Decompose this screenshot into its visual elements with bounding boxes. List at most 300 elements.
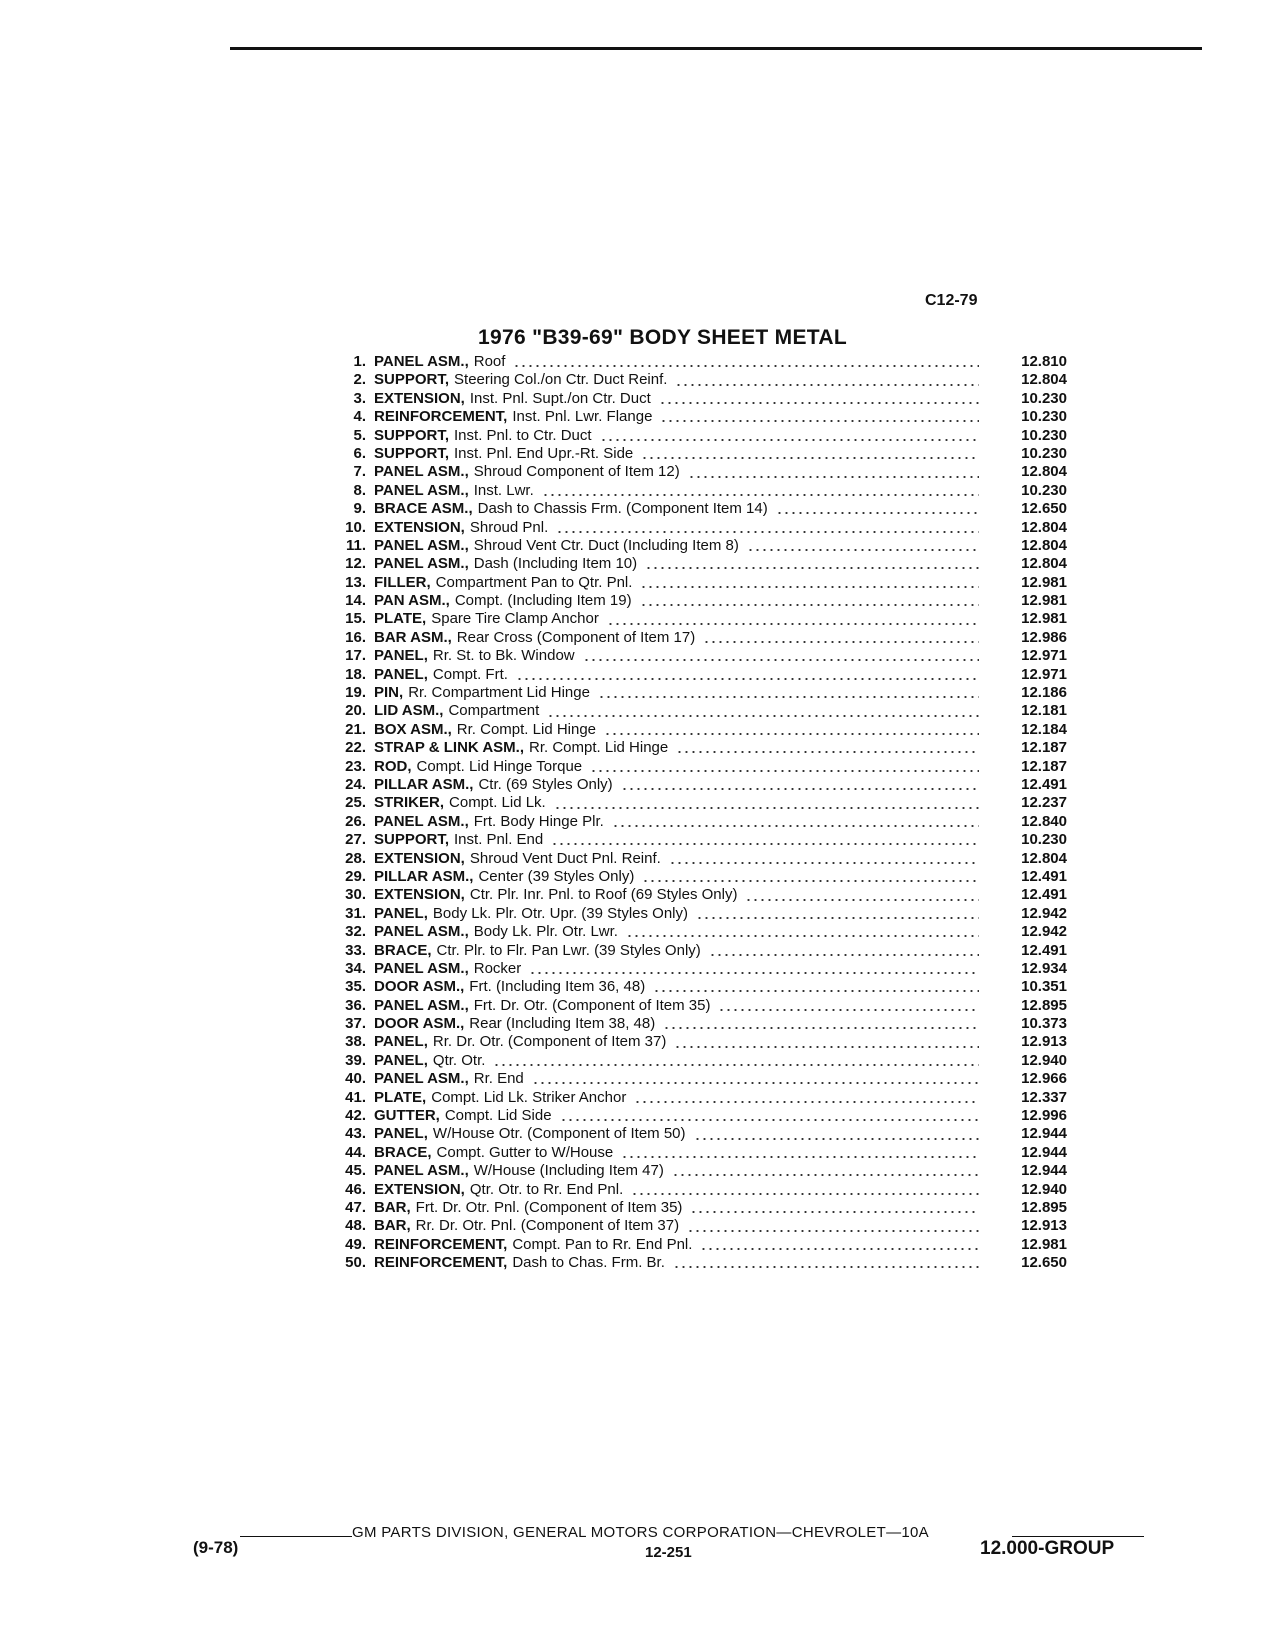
- item-number: 14.: [345, 592, 366, 610]
- list-item: [322, 850, 1067, 868]
- item-number: 33.: [345, 941, 366, 959]
- part-description: Spare Tire Clamp Anchor: [431, 610, 599, 628]
- part-description: Rr. Compartment Lid Hinge: [408, 684, 590, 702]
- group-reference: 10.230: [1021, 444, 1067, 462]
- dot-leader: [542, 494, 979, 496]
- dot-leader: [551, 843, 979, 845]
- list-item: [322, 427, 1067, 445]
- part-description: Compt. Lid Hinge Torque: [416, 757, 583, 775]
- list-item: [322, 739, 1067, 757]
- item-number: 47.: [345, 1198, 366, 1216]
- dot-leader: [690, 1211, 979, 1213]
- list-item: [322, 905, 1067, 923]
- part-description: Compartment: [448, 702, 540, 720]
- item-number: 37.: [345, 1015, 366, 1033]
- list-item: [322, 1199, 1067, 1217]
- group-reference: 12.187: [1021, 739, 1067, 757]
- part-name: PANEL,: [374, 1033, 428, 1051]
- part-description: Ctr. Plr. Inr. Pnl. to Roof (69 Styles Only): [469, 886, 738, 904]
- group-reference: 12.804: [1021, 371, 1067, 389]
- group-reference: 12.804: [1021, 463, 1067, 481]
- item-number: 6.: [353, 444, 366, 462]
- part-description: Shroud Vent Duct Pnl. Reinf.: [469, 849, 661, 867]
- group-reference: 12.913: [1021, 1217, 1067, 1235]
- part-description: Rr. Dr. Otr. Pnl. (Component of Item 37): [415, 1217, 680, 1235]
- part-description: Frt. Body Hinge Plr.: [473, 812, 604, 830]
- group-reference: 12.181: [1021, 702, 1067, 720]
- item-number: 16.: [345, 628, 366, 646]
- list-item: [322, 923, 1067, 941]
- dot-leader: [659, 402, 979, 404]
- part-name: BRACE,: [374, 1143, 432, 1161]
- part-description: Ctr. Plr. to Flr. Pan Lwr. (39 Styles Only): [436, 941, 701, 959]
- dot-leader: [516, 678, 979, 680]
- part-name: BRACE ASM.,: [374, 500, 473, 518]
- list-item: [322, 886, 1067, 904]
- part-description: Inst. Pnl. End Upr.-Rt. Side: [454, 444, 634, 462]
- item-number: 36.: [345, 996, 366, 1014]
- part-name: BOX ASM.,: [374, 720, 452, 738]
- part-name: STRAP & LINK ASM.,: [374, 739, 525, 757]
- item-number: 21.: [345, 720, 366, 738]
- part-name: GUTTER,: [374, 1107, 440, 1125]
- group-reference: 10.230: [1021, 408, 1067, 426]
- part-name: PANEL ASM.,: [374, 353, 469, 370]
- dot-leader: [532, 1082, 979, 1084]
- part-description: Rr. Compt. Lid Hinge: [456, 720, 597, 738]
- part-name: DOOR ASM.,: [374, 1015, 465, 1033]
- dot-leader: [703, 641, 979, 643]
- dot-leader: [747, 549, 979, 551]
- group-reference: 12.986: [1021, 628, 1067, 646]
- item-number: 48.: [345, 1217, 366, 1235]
- dot-leader: [673, 1266, 979, 1268]
- dot-leader: [607, 623, 979, 625]
- item-number: 30.: [345, 886, 366, 904]
- group-reference: 12.981: [1021, 1235, 1067, 1253]
- group-reference: 12.895: [1021, 996, 1067, 1014]
- part-description: Compt. Lid Side: [444, 1107, 552, 1125]
- part-description: Compt. (Including Item 19): [454, 592, 632, 610]
- part-name: ROD,: [374, 757, 412, 775]
- group-reference: 12.491: [1021, 886, 1067, 904]
- list-item: [322, 445, 1067, 463]
- dot-leader: [513, 365, 979, 367]
- list-item: [322, 1070, 1067, 1088]
- part-description: Rocker: [473, 959, 522, 977]
- part-description: Compartment Pan to Qtr. Pnl.: [435, 573, 633, 591]
- item-number: 15.: [345, 610, 366, 628]
- page-title: 1976 "B39-69" BODY SHEET METAL: [478, 326, 847, 349]
- dot-leader: [641, 457, 979, 459]
- group-code: 12.000-GROUP: [980, 1538, 1115, 1559]
- part-description: W/House Otr. (Component of Item 50): [432, 1125, 686, 1143]
- part-name: PANEL,: [374, 904, 428, 922]
- dot-leader: [631, 1193, 979, 1195]
- part-name: PANEL,: [374, 665, 428, 683]
- list-item: [322, 629, 1067, 647]
- list-item: [322, 390, 1067, 408]
- dot-leader: [776, 512, 979, 514]
- list-item: [322, 408, 1067, 426]
- part-name: FILLER,: [374, 573, 431, 591]
- dot-leader: [745, 899, 979, 901]
- item-number: 1.: [353, 353, 366, 370]
- item-number: 40.: [345, 1070, 366, 1088]
- item-number: 43.: [345, 1125, 366, 1143]
- item-number: 4.: [353, 408, 366, 426]
- part-description: Compt. Frt.: [432, 665, 508, 683]
- parts-list: [322, 353, 1067, 1273]
- item-number: 31.: [345, 904, 366, 922]
- group-reference: 12.981: [1021, 592, 1067, 610]
- part-description: Dash to Chas. Frm. Br.: [512, 1254, 665, 1272]
- part-name: EXTENSION,: [374, 886, 465, 904]
- list-item: [322, 537, 1067, 555]
- item-number: 46.: [345, 1180, 366, 1198]
- part-description: Frt. (Including Item 36, 48): [469, 978, 646, 996]
- part-name: SUPPORT,: [374, 371, 450, 389]
- part-description: Dash to Chassis Frm. (Component Item 14): [477, 500, 768, 518]
- group-reference: 12.981: [1021, 573, 1067, 591]
- list-item: [322, 353, 1067, 371]
- part-description: Compt. Lid Lk.: [449, 794, 546, 812]
- part-name: BAR ASM.,: [374, 628, 452, 646]
- part-name: PANEL,: [374, 647, 428, 665]
- part-description: Rr. Compt. Lid Hinge: [529, 739, 669, 757]
- dot-leader: [612, 825, 979, 827]
- item-number: 18.: [345, 665, 366, 683]
- group-reference: 12.650: [1021, 1254, 1067, 1272]
- dot-leader: [694, 1138, 979, 1140]
- part-description: Inst. Pnl. End: [454, 831, 544, 849]
- footer-rule-left: [240, 1536, 352, 1537]
- item-number: 38.: [345, 1033, 366, 1051]
- item-number: 22.: [345, 739, 366, 757]
- list-item: [322, 1162, 1067, 1180]
- group-reference: 12.981: [1021, 610, 1067, 628]
- list-item: [322, 721, 1067, 739]
- part-name: PANEL ASM.,: [374, 959, 469, 977]
- dot-leader: [634, 1101, 979, 1103]
- part-name: PANEL ASM.,: [374, 555, 469, 573]
- group-reference: 12.942: [1021, 923, 1067, 941]
- group-reference: 12.804: [1021, 536, 1067, 554]
- part-name: PANEL ASM.,: [374, 481, 469, 499]
- page-code: C12-79: [925, 292, 978, 309]
- part-description: Compt. Lid Lk. Striker Anchor: [431, 1088, 627, 1106]
- item-number: 25.: [345, 794, 366, 812]
- dot-leader: [674, 1046, 979, 1048]
- dot-leader: [669, 862, 979, 864]
- part-name: PILLAR ASM.,: [374, 775, 474, 793]
- list-item: [322, 610, 1067, 628]
- item-number: 26.: [345, 812, 366, 830]
- item-number: 3.: [353, 389, 366, 407]
- part-description: Rr. St. to Bk. Window: [432, 647, 575, 665]
- list-item: [322, 371, 1067, 389]
- list-item: [322, 978, 1067, 996]
- item-number: 32.: [345, 923, 366, 941]
- footer-rule-right: [1012, 1536, 1144, 1537]
- list-item: [322, 1181, 1067, 1199]
- part-description: Ctr. (69 Styles Only): [478, 775, 613, 793]
- group-reference: 12.840: [1021, 812, 1067, 830]
- part-description: Inst. Pnl. Supt./on Ctr. Duct: [469, 389, 651, 407]
- group-reference: 12.913: [1021, 1033, 1067, 1051]
- item-number: 9.: [353, 500, 366, 518]
- group-reference: 12.966: [1021, 1070, 1067, 1088]
- item-number: 39.: [345, 1051, 366, 1069]
- part-name: PANEL,: [374, 1125, 428, 1143]
- group-reference: 12.944: [1021, 1125, 1067, 1143]
- item-number: 17.: [345, 647, 366, 665]
- dot-leader: [709, 954, 979, 956]
- revision-date: (9-78): [193, 1538, 239, 1557]
- part-name: PANEL,: [374, 1051, 428, 1069]
- part-name: BAR,: [374, 1217, 411, 1235]
- list-item: [322, 1033, 1067, 1051]
- part-description: Body Lk. Plr. Otr. Upr. (39 Styles Only): [432, 904, 688, 922]
- group-reference: 12.942: [1021, 904, 1067, 922]
- group-reference: 10.230: [1021, 831, 1067, 849]
- dot-leader: [653, 990, 979, 992]
- part-description: Compt. Gutter to W/House: [436, 1143, 614, 1161]
- group-reference: 12.996: [1021, 1107, 1067, 1125]
- footer-division: GM PARTS DIVISION, GENERAL MOTORS CORPORATION—CHEVROLET—10A: [352, 1524, 929, 1541]
- dot-leader: [640, 604, 979, 606]
- dot-leader: [688, 476, 979, 478]
- part-name: PANEL ASM.,: [374, 923, 469, 941]
- dot-leader: [642, 880, 979, 882]
- part-name: EXTENSION,: [374, 849, 465, 867]
- group-reference: 12.944: [1021, 1143, 1067, 1161]
- list-item: [322, 831, 1067, 849]
- part-description: Rear Cross (Component of Item 17): [456, 628, 696, 646]
- group-reference: 12.940: [1021, 1180, 1067, 1198]
- group-reference: 12.804: [1021, 849, 1067, 867]
- part-name: PANEL ASM.,: [374, 536, 469, 554]
- group-reference: 10.373: [1021, 1015, 1067, 1033]
- part-name: PAN ASM.,: [374, 592, 450, 610]
- list-item: [322, 868, 1067, 886]
- part-name: REINFORCEMENT,: [374, 408, 508, 426]
- list-item: [322, 519, 1067, 537]
- group-reference: 12.237: [1021, 794, 1067, 812]
- item-number: 50.: [345, 1254, 366, 1272]
- part-name: SUPPORT,: [374, 831, 450, 849]
- dot-leader: [687, 1230, 979, 1232]
- group-reference: 12.184: [1021, 720, 1067, 738]
- item-number: 24.: [345, 775, 366, 793]
- group-reference: 12.187: [1021, 757, 1067, 775]
- dot-leader: [626, 935, 979, 937]
- part-name: PILLAR ASM.,: [374, 867, 474, 885]
- list-item: [322, 574, 1067, 592]
- part-description: Rear (Including Item 38, 48): [469, 1015, 656, 1033]
- part-description: Frt. Dr. Otr. (Component of Item 35): [473, 996, 711, 1014]
- list-item: [322, 1254, 1067, 1272]
- dot-leader: [547, 715, 979, 717]
- item-number: 5.: [353, 426, 366, 444]
- group-reference: 10.230: [1021, 481, 1067, 499]
- item-number: 35.: [345, 978, 366, 996]
- group-reference: 10.351: [1021, 978, 1067, 996]
- item-number: 23.: [345, 757, 366, 775]
- item-number: 12.: [345, 555, 366, 573]
- group-reference: 12.186: [1021, 684, 1067, 702]
- part-name: EXTENSION,: [374, 1180, 465, 1198]
- item-number: 27.: [345, 831, 366, 849]
- group-reference: 10.230: [1021, 389, 1067, 407]
- part-name: PLATE,: [374, 1088, 427, 1106]
- list-item: [322, 1217, 1067, 1235]
- group-reference: 12.491: [1021, 867, 1067, 885]
- dot-leader: [590, 770, 979, 772]
- dot-leader: [621, 788, 979, 790]
- list-item: [322, 702, 1067, 720]
- item-number: 8.: [353, 481, 366, 499]
- item-number: 49.: [345, 1235, 366, 1253]
- list-item: [322, 1107, 1067, 1125]
- dot-leader: [604, 733, 979, 735]
- dot-leader: [660, 420, 979, 422]
- group-reference: 12.491: [1021, 775, 1067, 793]
- part-description: Inst. Pnl. Lwr. Flange: [512, 408, 653, 426]
- list-item: [322, 813, 1067, 831]
- list-item: [322, 684, 1067, 702]
- dot-leader: [676, 751, 979, 753]
- part-name: PANEL ASM.,: [374, 996, 469, 1014]
- group-reference: 12.804: [1021, 518, 1067, 536]
- dot-leader: [556, 531, 979, 533]
- list-item: [322, 482, 1067, 500]
- item-number: 41.: [345, 1088, 366, 1106]
- group-reference: 12.491: [1021, 941, 1067, 959]
- list-item: [322, 666, 1067, 684]
- list-item: [322, 500, 1067, 518]
- page-number: 12-251: [645, 1544, 692, 1561]
- list-item: [322, 1052, 1067, 1070]
- item-number: 28.: [345, 849, 366, 867]
- list-item: [322, 592, 1067, 610]
- dot-leader: [583, 659, 979, 661]
- group-reference: 12.804: [1021, 555, 1067, 573]
- item-number: 44.: [345, 1143, 366, 1161]
- part-name: PANEL ASM.,: [374, 463, 469, 481]
- item-number: 7.: [353, 463, 366, 481]
- part-name: EXTENSION,: [374, 518, 465, 536]
- list-item: [322, 960, 1067, 978]
- dot-leader: [645, 567, 979, 569]
- part-description: Dash (Including Item 10): [473, 555, 638, 573]
- list-item: [322, 794, 1067, 812]
- part-name: SUPPORT,: [374, 444, 450, 462]
- part-name: DOOR ASM.,: [374, 978, 465, 996]
- item-number: 10.: [345, 518, 366, 536]
- dot-leader: [675, 384, 979, 386]
- item-number: 29.: [345, 867, 366, 885]
- part-name: PANEL ASM.,: [374, 812, 469, 830]
- part-description: Inst. Pnl. to Ctr. Duct: [454, 426, 592, 444]
- dot-leader: [718, 1009, 979, 1011]
- top-rule: [230, 47, 1202, 50]
- part-description: Frt. Dr. Otr. Pnl. (Component of Item 35): [415, 1198, 683, 1216]
- part-name: LID ASM.,: [374, 702, 444, 720]
- item-number: 20.: [345, 702, 366, 720]
- dot-leader: [493, 1064, 979, 1066]
- part-description: Rr. Dr. Otr. (Component of Item 37): [432, 1033, 667, 1051]
- dot-leader: [621, 1156, 979, 1158]
- part-description: W/House (Including Item 47): [473, 1162, 664, 1180]
- list-item: [322, 1125, 1067, 1143]
- part-name: REINFORCEMENT,: [374, 1254, 508, 1272]
- part-description: Compt. Pan to Rr. End Pnl.: [512, 1235, 693, 1253]
- item-number: 13.: [345, 573, 366, 591]
- item-number: 42.: [345, 1107, 366, 1125]
- list-item: [322, 1144, 1067, 1162]
- dot-leader: [700, 1248, 979, 1250]
- group-reference: 10.230: [1021, 426, 1067, 444]
- group-reference: 12.971: [1021, 647, 1067, 665]
- item-number: 34.: [345, 959, 366, 977]
- part-description: Shroud Vent Ctr. Duct (Including Item 8): [473, 536, 739, 554]
- dot-leader: [640, 586, 979, 588]
- list-item: [322, 776, 1067, 794]
- part-description: Rr. End: [473, 1070, 524, 1088]
- part-name: BAR,: [374, 1198, 411, 1216]
- item-number: 19.: [345, 684, 366, 702]
- part-description: Roof: [473, 353, 506, 370]
- group-reference: 12.940: [1021, 1051, 1067, 1069]
- part-name: EXTENSION,: [374, 389, 465, 407]
- part-description: Shroud Pnl.: [469, 518, 549, 536]
- group-reference: 12.934: [1021, 959, 1067, 977]
- list-item: [322, 997, 1067, 1015]
- part-description: Qtr. Otr.: [432, 1051, 486, 1069]
- list-item: [322, 942, 1067, 960]
- part-description: Qtr. Otr. to Rr. End Pnl.: [469, 1180, 624, 1198]
- dot-leader: [600, 439, 979, 441]
- part-name: REINFORCEMENT,: [374, 1235, 508, 1253]
- group-reference: 12.337: [1021, 1088, 1067, 1106]
- part-name: PANEL ASM.,: [374, 1070, 469, 1088]
- part-name: PIN,: [374, 684, 404, 702]
- dot-leader: [598, 696, 979, 698]
- part-description: Steering Col./on Ctr. Duct Reinf.: [454, 371, 668, 389]
- group-reference: 12.650: [1021, 500, 1067, 518]
- list-item: [322, 1015, 1067, 1033]
- list-item: [322, 1089, 1067, 1107]
- list-item: [322, 1236, 1067, 1254]
- group-reference: 12.944: [1021, 1162, 1067, 1180]
- part-name: SUPPORT,: [374, 426, 450, 444]
- dot-leader: [529, 972, 979, 974]
- group-reference: 12.895: [1021, 1198, 1067, 1216]
- list-item: [322, 555, 1067, 573]
- dot-leader: [672, 1174, 979, 1176]
- item-number: 2.: [353, 371, 366, 389]
- list-item: [322, 758, 1067, 776]
- part-name: PLATE,: [374, 610, 427, 628]
- part-description: Body Lk. Plr. Otr. Lwr.: [473, 923, 618, 941]
- list-item: [322, 647, 1067, 665]
- part-name: BRACE,: [374, 941, 432, 959]
- group-reference: 12.810: [1021, 353, 1067, 370]
- item-number: 11.: [345, 536, 366, 554]
- item-number: 45.: [345, 1162, 366, 1180]
- dot-leader: [663, 1027, 979, 1029]
